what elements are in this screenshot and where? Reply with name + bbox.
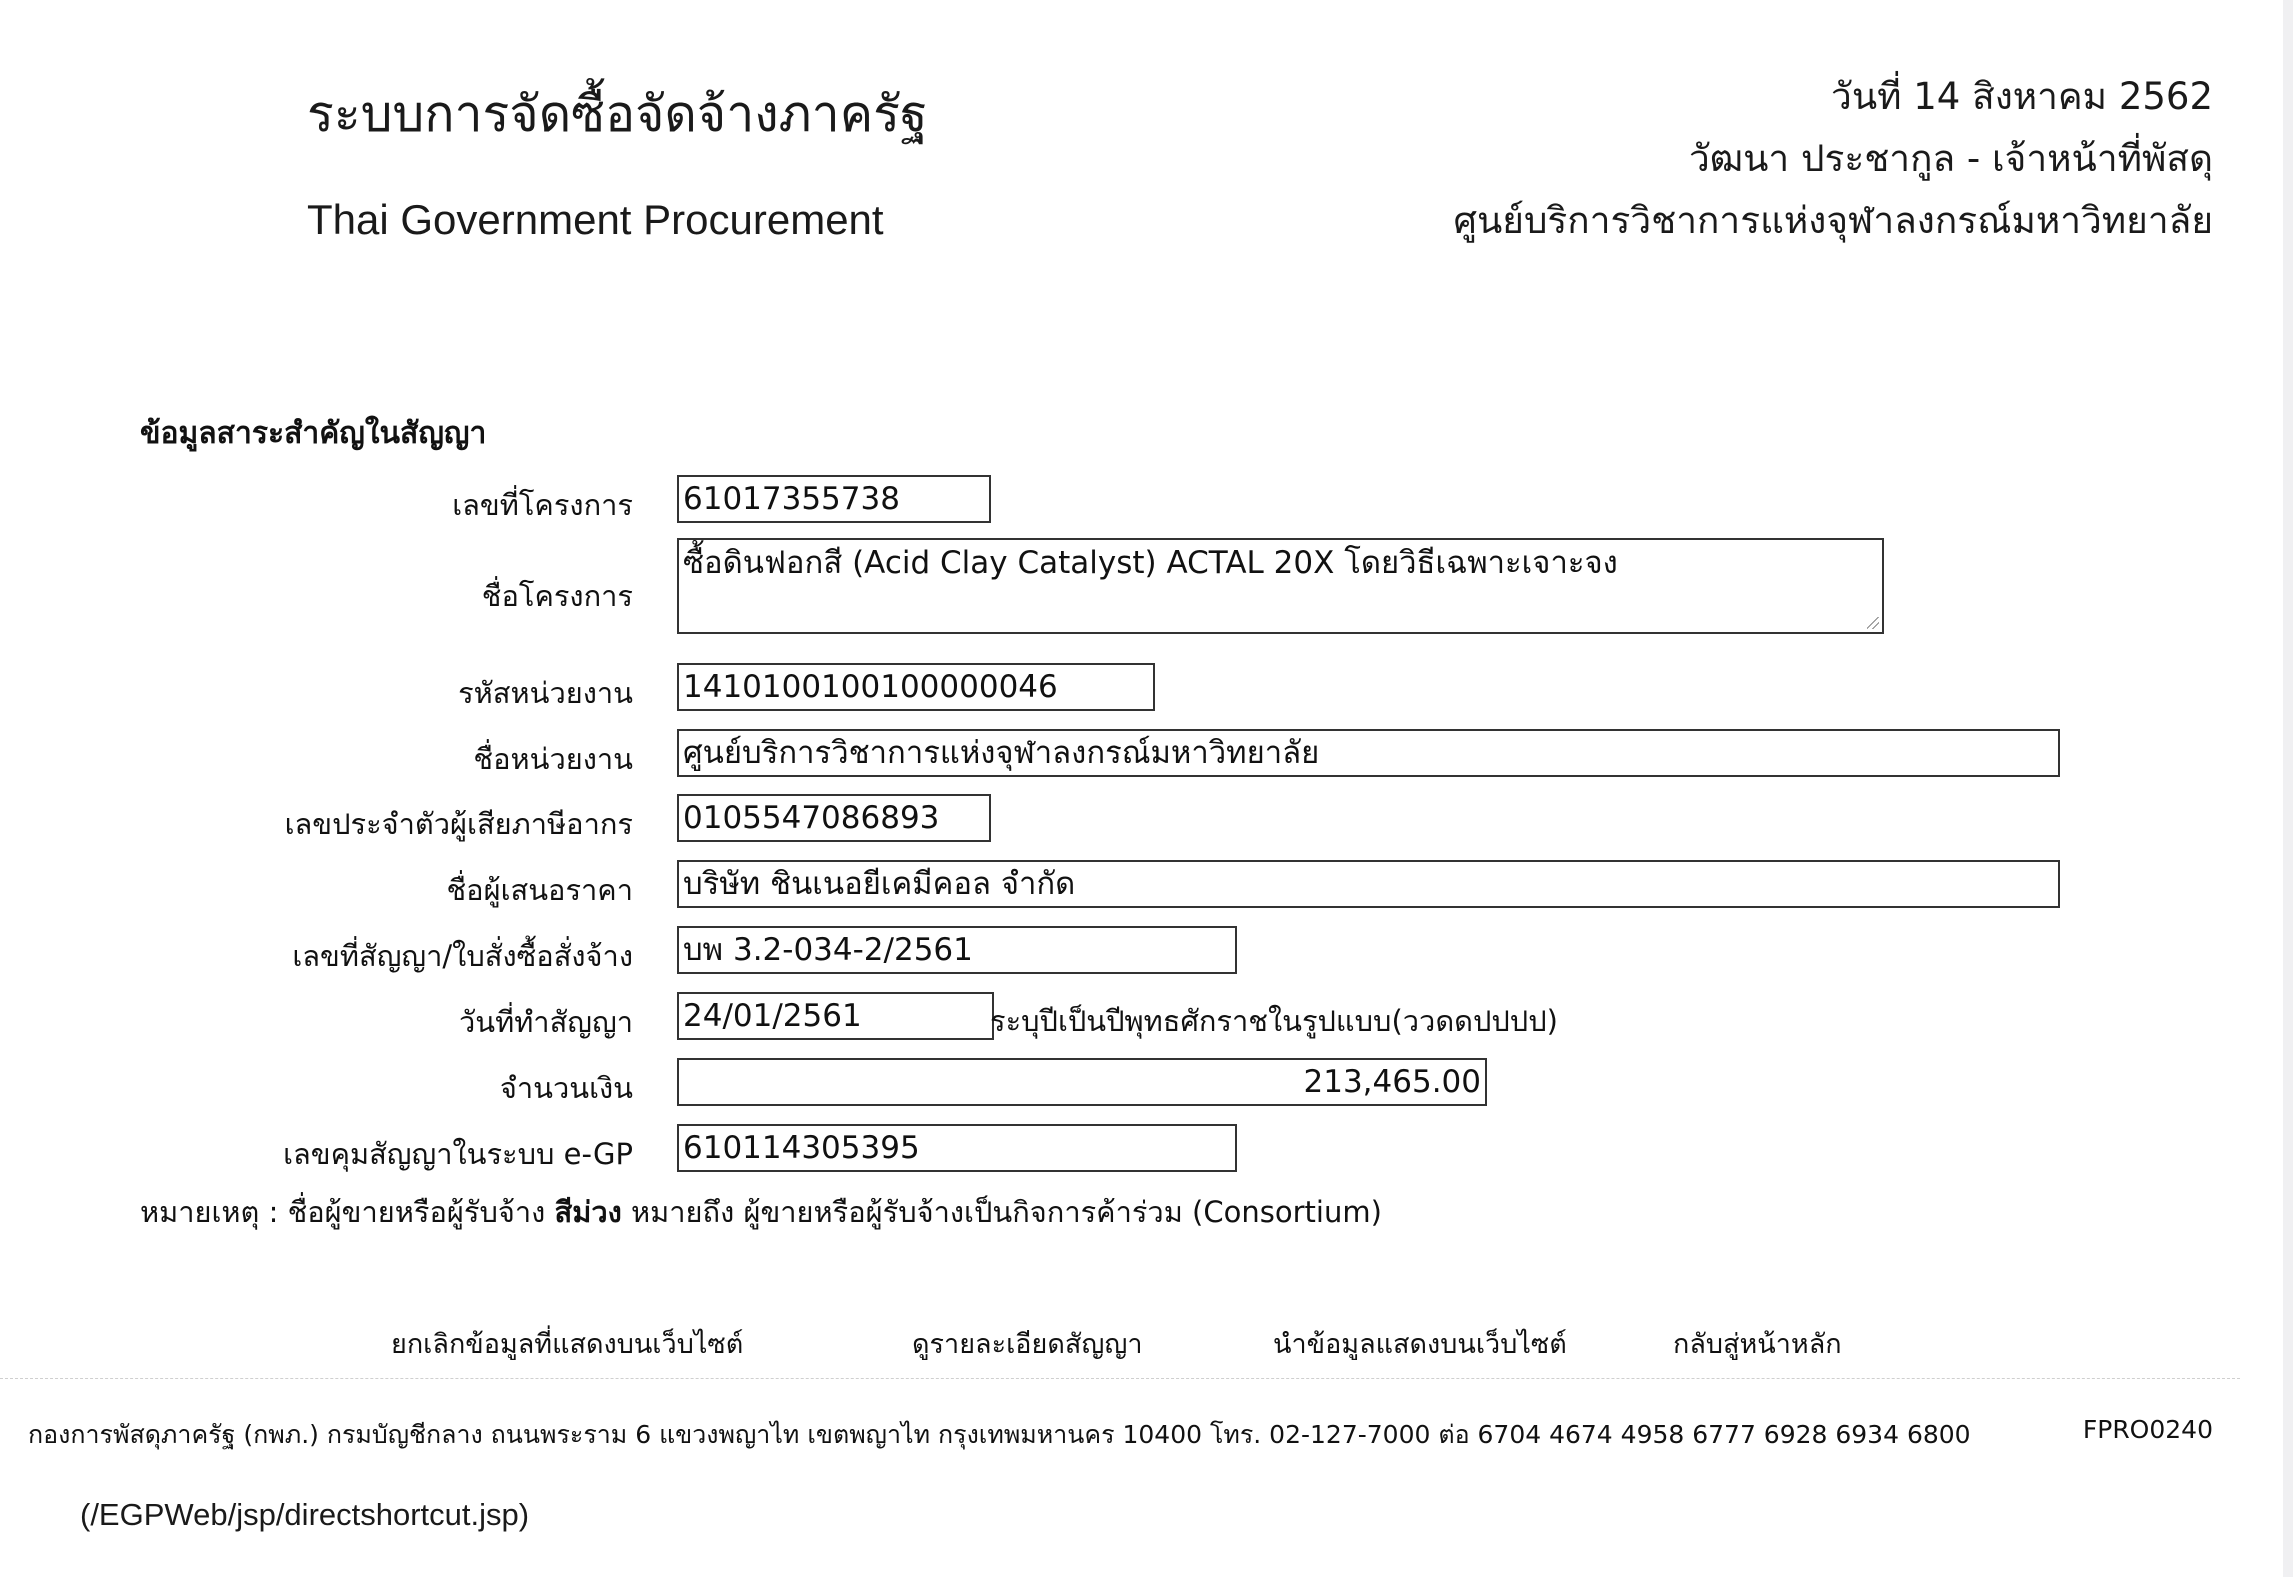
project-name-field[interactable] <box>677 538 1884 634</box>
dept-code-field[interactable]: 1410100100100000046 <box>677 663 1155 711</box>
project-name-value: ซื้อดินฟอกสี (Acid Clay Catalyst) ACTAL 20X โดยวิธีเฉพาะเจาะจง <box>683 545 1618 581</box>
resize-grip-icon[interactable] <box>1867 617 1879 629</box>
section-title: ข้อมูลสาระสำคัญในสัญญา <box>140 416 487 451</box>
header-info <box>1453 66 2213 252</box>
project-no-field[interactable]: 61017355738 <box>677 475 991 523</box>
contract-date-hint: ระบุปีเป็นปีพุทธศักราชในรูปแบบ(ววดดปปปป) <box>990 1004 1558 1038</box>
amount-label: จำนวนเงิน <box>499 1071 633 1105</box>
header-date: วันที่ 14 สิงหาคม 2562 <box>1831 75 2213 118</box>
scan-edge <box>2283 0 2293 1577</box>
dept-name-label: ชื่อหน่วยงาน <box>473 742 633 776</box>
project-no-label: เลขที่โครงการ <box>452 488 633 522</box>
note-suffix: หมายถึง ผู้ขายหรือผู้รับจ้างเป็นกิจการค้าร่วม (Consortium) <box>621 1195 1382 1229</box>
back-home-link[interactable]: กลับสู่หน้าหลัก <box>1673 1329 1842 1360</box>
cancel-display-link[interactable]: ยกเลิกข้อมูลที่แสดงบนเว็บไซต์ <box>391 1329 744 1360</box>
bidder-field[interactable]: บริษัท ชินเนอยีเคมีคอล จำกัด <box>677 860 2060 908</box>
view-details-link[interactable]: ดูรายละเอียดสัญญา <box>912 1329 1143 1360</box>
bidder-label: ชื่อผู้เสนอราคา <box>446 873 633 907</box>
consortium-note <box>140 1189 1382 1235</box>
contract-date-field[interactable]: 24/01/2561 <box>677 992 994 1040</box>
contract-no-field[interactable]: บพ 3.2-034-2/2561 <box>677 926 1237 974</box>
header-user: วัฒนา ประชากูล - เจ้าหน้าที่พัสดุ <box>1688 137 2213 180</box>
dept-code-label: รหัสหน่วยงาน <box>458 676 633 710</box>
project-name-label: ชื่อโครงการ <box>481 579 633 613</box>
page-title-en: Thai Government Procurement <box>307 196 884 243</box>
note-highlight: สีม่วง <box>554 1195 622 1229</box>
header-org: ศูนย์บริการวิชาการแห่งจุฬาลงกรณ์มหาวิทยาลัย <box>1453 199 2213 242</box>
footer-address: กองการพัสดุภาครัฐ (กพภ.) กรมบัญชีกลาง ถนนพระราม 6 แขวงพญาไท เขตพญาไท กรุงเทพมหานคร 10400 โทร. 02-127-7000 ต่อ 6704 4674 4958 6777 6928 6934 6800 <box>28 1420 1971 1449</box>
footer-divider <box>0 1378 2240 1379</box>
page-title-th: ระบบการจัดซื้อจัดจ้างภาครัฐ <box>307 85 928 143</box>
dept-name-field[interactable]: ศูนย์บริการวิชาการแห่งจุฬาลงกรณ์มหาวิทยาลัย <box>677 729 2060 777</box>
tax-id-field[interactable]: 0105547086893 <box>677 794 991 842</box>
tax-id-label: เลขประจำตัวผู้เสียภาษีอากร <box>284 807 633 841</box>
amount-field[interactable]: 213,465.00 <box>677 1058 1487 1106</box>
contract-date-label: วันที่ทำสัญญา <box>458 1005 633 1039</box>
contract-no-label: เลขที่สัญญา/ใบสั่งซื้อสั่งจ้าง <box>292 939 633 973</box>
page-url: (/EGPWeb/jsp/directshortcut.jsp) <box>80 1497 530 1532</box>
publish-link[interactable]: นำข้อมูลแสดงบนเว็บไซต์ <box>1273 1329 1567 1360</box>
footer-code: FPRO0240 <box>2082 1415 2213 1444</box>
egp-no-field[interactable]: 610114305395 <box>677 1124 1237 1172</box>
egp-no-label: เลขคุมสัญญาในระบบ e-GP <box>283 1137 633 1171</box>
note-prefix: หมายเหตุ : ชื่อผู้ขายหรือผู้รับจ้าง <box>140 1195 555 1229</box>
